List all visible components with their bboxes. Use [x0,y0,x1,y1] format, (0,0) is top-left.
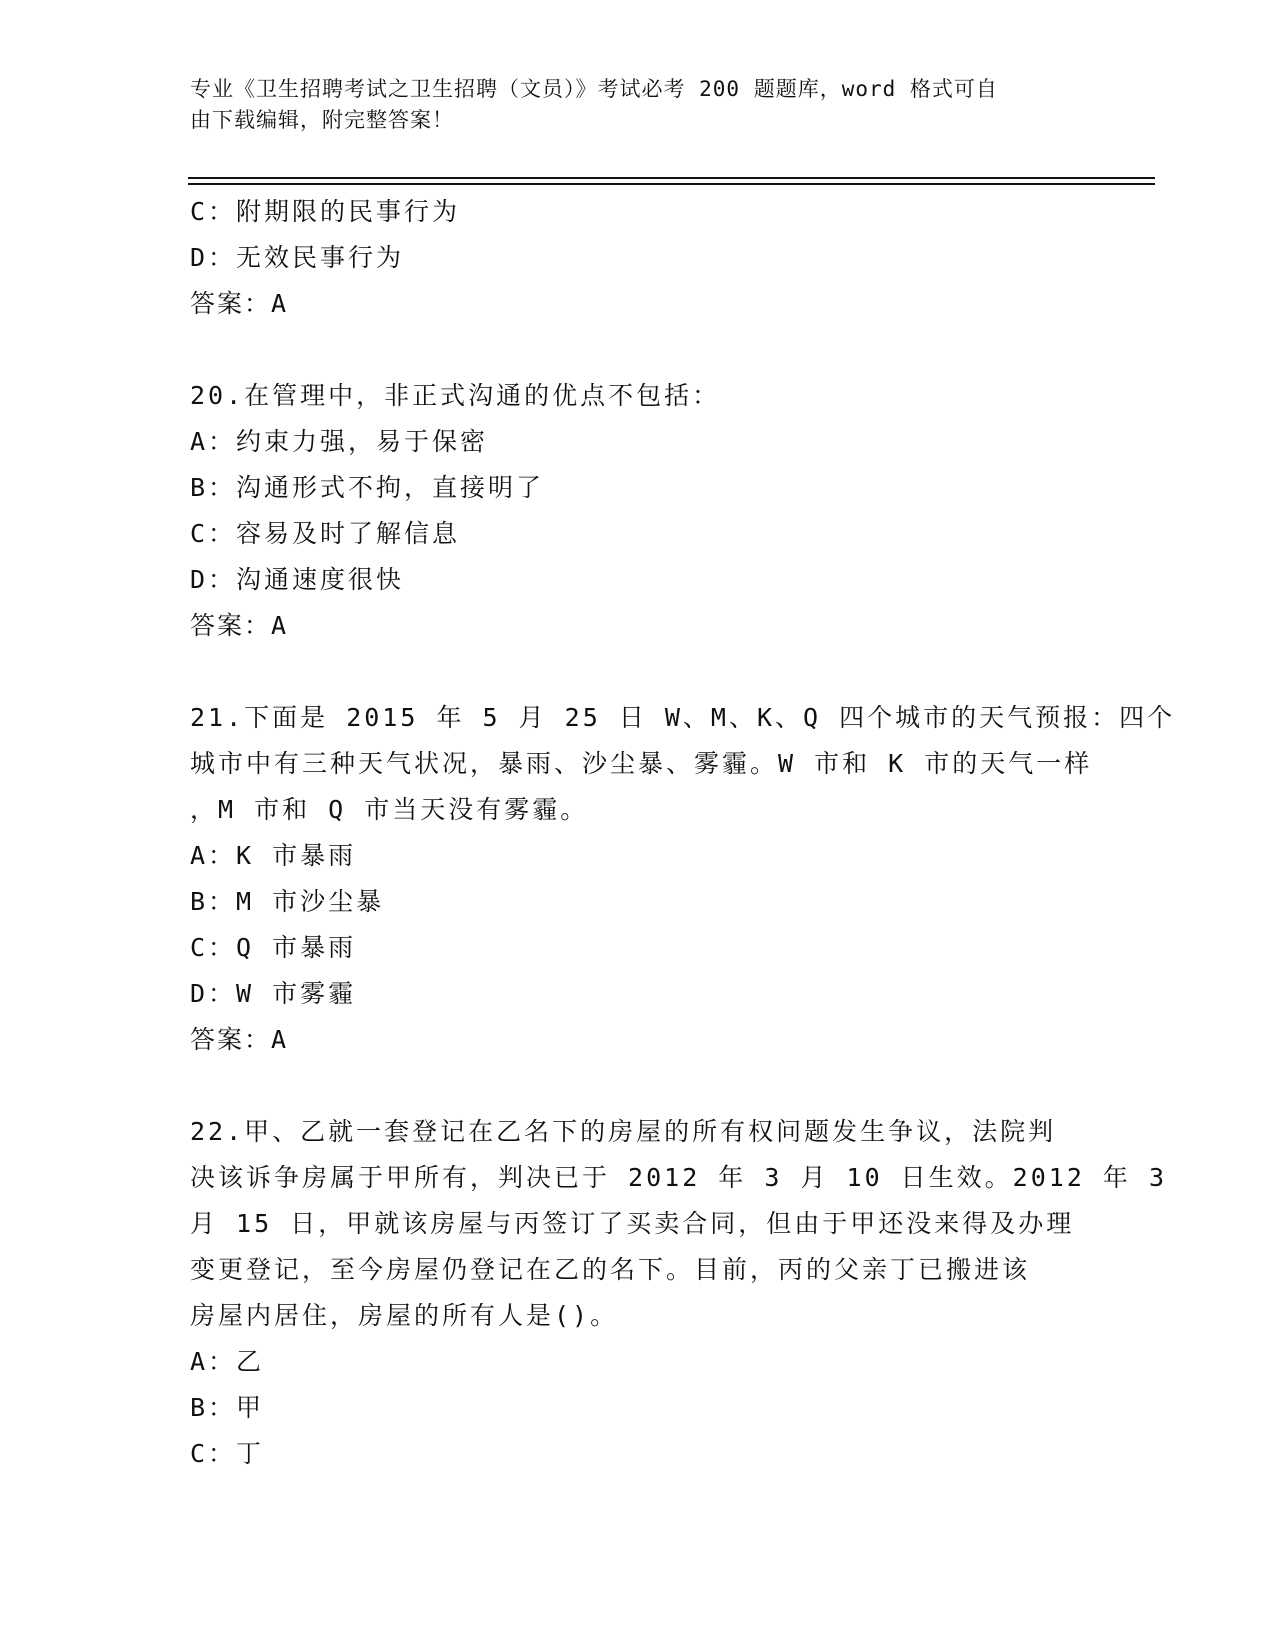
spacer [190,1063,1090,1109]
q22-stem-line-2: 决该诉争房属于甲所有，判决已于 2012 年 3 月 10 日生效。2012 年 3 [190,1163,1168,1192]
q20-option-c: C：容易及时了解信息 [190,519,461,548]
spacer [190,327,1090,373]
q19-option-d: D：无效民事行为 [190,243,405,272]
document-header [190,74,1070,136]
question-19-continued [190,189,1090,327]
q21-stem-line-1: 21.下面是 2015 年 5 月 25 日 W、M、K、Q 四个城市的天气预报：四个 [190,703,1176,732]
q22-option-c: C：丁 [190,1439,265,1468]
header-rule-bottom [188,183,1155,185]
question-20 [190,373,1090,649]
q22-option-b: B：甲 [190,1393,265,1422]
q22-option-a: A：乙 [190,1347,265,1376]
q21-option-c: C：Q 市暴雨 [190,933,357,962]
q20-answer: 答案：A [190,611,289,640]
q21-option-b: B：M 市沙尘暴 [190,887,385,916]
q20-option-d: D：沟通速度很快 [190,565,405,594]
q21-option-d: D：W 市雾霾 [190,979,357,1008]
q22-stem-line-5: 房屋内居住，房屋的所有人是()。 [190,1301,619,1330]
question-content [190,189,1176,1477]
header-rule-top [188,177,1155,179]
question-21 [190,695,1176,1063]
q20-option-a: A：约束力强，易于保密 [190,427,489,456]
header-line-1: 专业《卫生招聘考试之卫生招聘（文员）》考试必考 200 题题库，word 格式可自 [190,77,998,101]
q22-stem-line-4: 变更登记，至今房屋仍登记在乙的名下。目前，丙的父亲丁已搬进该 [190,1255,1031,1284]
spacer [190,649,1090,695]
q22-stem-line-3: 月 15 日，甲就该房屋与丙签订了买卖合同，但由于甲还没来得及办理 [190,1209,1075,1238]
q21-option-a: A：K 市暴雨 [190,841,357,870]
q19-option-c: C：附期限的民事行为 [190,197,461,226]
q20-stem: 20.在管理中，非正式沟通的优点不包括： [190,381,721,410]
q21-stem-line-3: ，M 市和 Q 市当天没有雾霾。 [190,795,589,824]
q20-option-b: B：沟通形式不拘，直接明了 [190,473,545,502]
q22-stem-line-1: 22.甲、乙就一套登记在乙名下的房屋的所有权问题发生争议，法院判 [190,1117,1057,1146]
q19-answer: 答案：A [190,289,289,318]
header-line-2: 由下载编辑，附完整答案！ [190,108,454,132]
q21-answer: 答案：A [190,1025,289,1054]
question-22 [190,1109,1168,1477]
q21-stem-line-2: 城市中有三种天气状况，暴雨、沙尘暴、雾霾。W 市和 K 市的天气一样 [190,749,1093,778]
